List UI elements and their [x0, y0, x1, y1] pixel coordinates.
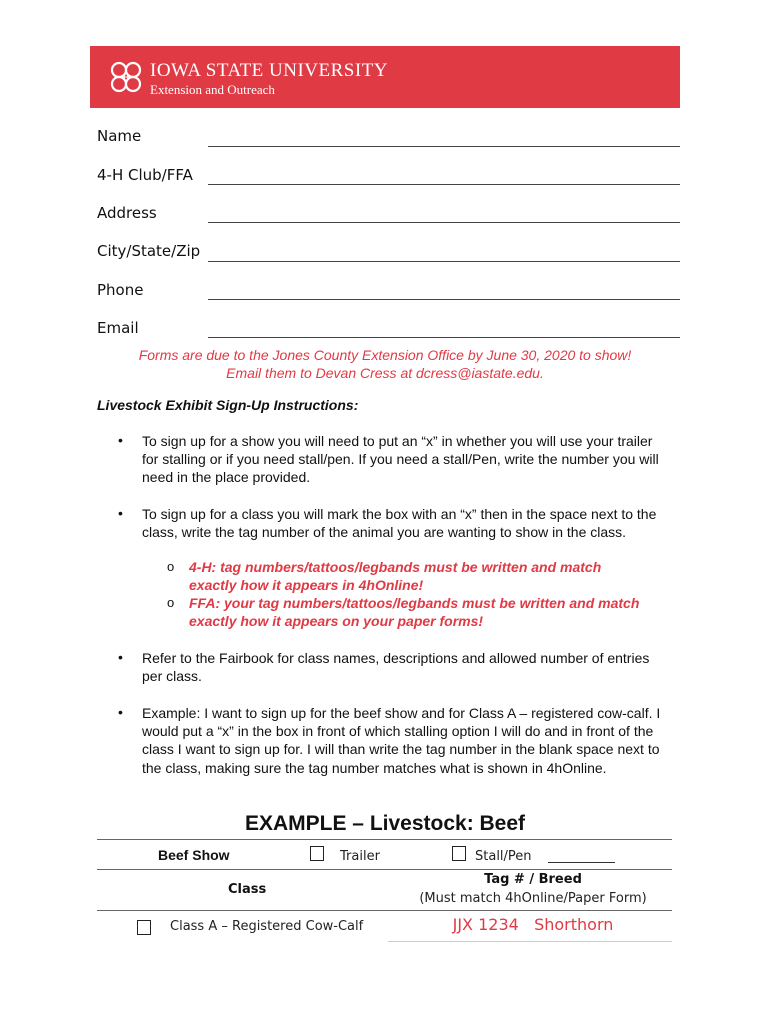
address-label: Address [97, 204, 157, 222]
phone-field[interactable] [208, 299, 680, 300]
university-name: IOWA STATE UNIVERSITY [150, 60, 389, 81]
stall-pen-label: Stall/Pen [475, 849, 532, 864]
instructions-title: Livestock Exhibit Sign-Up Instructions: [97, 397, 359, 413]
bullet-icon: • [118, 649, 123, 665]
tag-breed-value[interactable]: JJX 1234 Shorthorn [452, 915, 614, 934]
stall-pen-checkbox[interactable] [452, 846, 466, 861]
example-title: EXAMPLE – Livestock: Beef [244, 812, 526, 835]
tag-underline [388, 941, 672, 942]
instruction-subitem: FFA: your tag numbers/tattoos/legbands must be written and match exactly how it appears on your paper forms! [189, 595, 640, 630]
instruction-subitem: 4-H: tag numbers/tattoos/legbands must be written and match exactly how it appears in 4hOnline! [189, 559, 602, 594]
tag-note: (Must match 4hOnline/Paper Form) [419, 891, 647, 906]
instruction-item: To sign up for a show you will need to put an “x” in whether you will use your trailer for stalling or if you need stall/pen. If you need a stall/Pen, write the number you will need in the place provided. [142, 433, 659, 486]
phone-label: Phone [97, 281, 144, 299]
header-banner [90, 46, 680, 108]
instruction-item: Example: I want to sign up for the beef show and for Class A – registered cow-calf. I would put a “x” in the box in front of which stalling option I will do and in front of the class I want to sign up for. I will than write the tag number in the blank space next to the class, making sure the tag number matches what is shown in 4hOnline. [142, 705, 661, 776]
due-notice-line1: Forms are due to the Jones County Extension Office by June 30, 2020 to show! [138, 347, 632, 363]
divider [97, 839, 672, 840]
sub-bullet-icon: o [167, 595, 175, 610]
city-state-zip-field[interactable] [208, 261, 680, 262]
name-label: Name [97, 127, 142, 145]
instruction-item: Refer to the Fairbook for class names, descriptions and allowed number of entries per class. [142, 650, 650, 685]
email-field[interactable] [208, 337, 680, 338]
club-field[interactable] [208, 184, 680, 185]
four-h-clover-icon [108, 60, 144, 94]
tag-breed-header: Tag # / Breed [484, 872, 582, 887]
beef-show-label: Beef Show [158, 847, 230, 863]
club-label: 4-H Club/FFA [97, 166, 193, 184]
svg-text:H: H [123, 73, 129, 82]
divider [97, 869, 672, 870]
bullet-icon: • [118, 505, 123, 521]
instruction-item: To sign up for a class you will mark the box with an “x” then in the space next to the class, write the tag number of the animal you are wanting to show in the class. [142, 506, 657, 541]
bullet-icon: • [118, 704, 123, 720]
city-state-zip-label: City/State/Zip [97, 242, 201, 260]
bullet-icon: • [118, 432, 123, 448]
class-header: Class [228, 882, 267, 897]
divider [97, 910, 672, 911]
email-label: Email [97, 319, 139, 337]
class-a-checkbox[interactable] [137, 920, 151, 935]
stall-count-field[interactable] [548, 862, 615, 863]
address-field[interactable] [208, 222, 680, 223]
name-field[interactable] [208, 146, 680, 147]
class-a-label: Class A – Registered Cow-Calf [170, 919, 364, 934]
trailer-label: Trailer [340, 849, 380, 864]
due-notice-line2: Email them to Devan Cress at dcress@iastate.edu. [226, 365, 544, 381]
trailer-checkbox[interactable] [310, 846, 324, 861]
sub-bullet-icon: o [167, 559, 175, 574]
university-subtitle: Extension and Outreach [150, 82, 275, 97]
